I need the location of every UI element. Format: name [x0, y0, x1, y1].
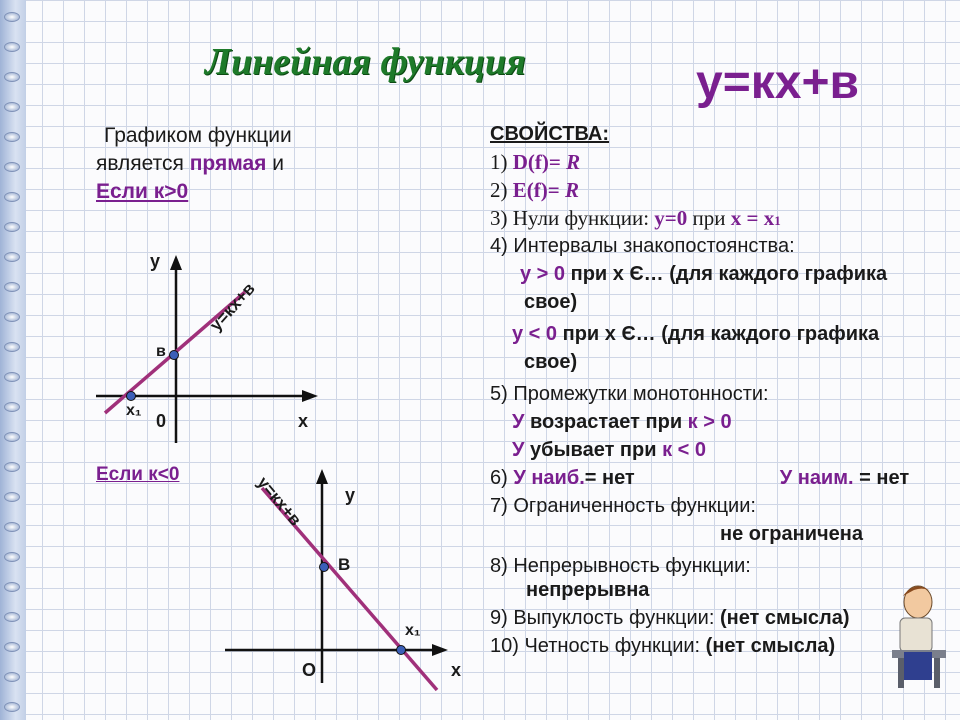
- prop10-value: (нет смысла): [705, 635, 836, 657]
- prop4-text: 4) Интервалы знакопостоянства:: [490, 235, 795, 257]
- prop1-num: 1): [490, 150, 513, 174]
- prop6-num: 6): [490, 467, 514, 489]
- intro-line2c: и: [266, 152, 285, 175]
- graph2-b-label: В: [338, 555, 351, 574]
- prop6-min: У наим.: [779, 467, 860, 489]
- prop3-sub: 1: [774, 213, 781, 228]
- prop2-num: 2): [490, 178, 513, 202]
- prop2-range: E(f)=: [512, 178, 565, 202]
- graph2-origin-label: О: [302, 660, 317, 680]
- formula-heading: у=кх+в: [696, 56, 859, 109]
- prop1-domain: D(f)=: [512, 150, 567, 174]
- prop5-kneg: к < 0: [662, 439, 707, 461]
- prop5-y1: У: [512, 411, 530, 433]
- prop10-text: 10) Четность функции:: [490, 635, 706, 657]
- prop8-value: непрерывна: [526, 579, 650, 601]
- prop5-y2: У: [512, 439, 530, 461]
- graph2-x-label: х: [451, 660, 462, 680]
- graph2-y-label: у: [345, 485, 356, 505]
- graph1-origin-label: 0: [156, 411, 167, 431]
- prop6-max: У наиб.: [513, 467, 585, 489]
- graph1-x1-label: х₁: [126, 402, 142, 419]
- graph2-line-label: у=кх+в: [253, 473, 306, 530]
- prop3-at: при: [687, 206, 731, 230]
- props-heading: СВОЙСТВА:: [490, 123, 610, 145]
- case-k-negative: Если к<0: [96, 464, 180, 485]
- prop6-min-val: = нет: [859, 467, 910, 489]
- prop4-neg-own: свое): [524, 351, 578, 373]
- prop7-value: не ограничена: [720, 523, 863, 545]
- prop4-pos-own: свое): [524, 291, 578, 313]
- graph1-b-label: в: [156, 343, 166, 360]
- page-title: Линейная функция: [205, 41, 526, 83]
- case-k-positive: Если к>0: [96, 180, 189, 203]
- prop6-max-val: = нет: [584, 467, 635, 489]
- prop8-text: 8) Непрерывность функции:: [490, 555, 751, 577]
- prop9-text: 9) Выпуклость функции:: [490, 607, 720, 629]
- prop4-pos: у > 0: [520, 263, 571, 285]
- intro-line1: Графиком функции: [104, 124, 292, 147]
- prop9-value: (нет смысла): [719, 607, 850, 629]
- prop2-r: R: [564, 178, 579, 202]
- prop3-y0: у=0: [654, 206, 688, 230]
- prop4-pos-text: при х Є… (для каждого графика: [570, 263, 888, 285]
- graph2-x1-label: х₁: [405, 622, 421, 639]
- prop5-increase: возрастает при: [530, 411, 688, 433]
- prop5-text: 5) Промежутки монотонности:: [490, 383, 769, 405]
- prop5-kpos: к > 0: [687, 411, 732, 433]
- prop5-decrease: убывает при: [530, 439, 663, 461]
- graph1-x-label: х: [298, 411, 309, 431]
- graph1-line-label: у=кх+в: [206, 279, 259, 335]
- prop3-x: х = х: [730, 206, 775, 230]
- graph1-y-label: у: [150, 251, 161, 271]
- prop4-neg-text: при х Є… (для каждого графика: [562, 323, 880, 345]
- prop3-text: 3) Нули функции:: [490, 206, 655, 230]
- prop7-text: 7) Ограниченность функции:: [490, 495, 756, 517]
- intro-line2a: является: [96, 152, 190, 175]
- prop1-r: R: [566, 150, 581, 174]
- intro-keyword: прямая: [189, 152, 267, 175]
- prop4-neg: у < 0: [512, 323, 563, 345]
